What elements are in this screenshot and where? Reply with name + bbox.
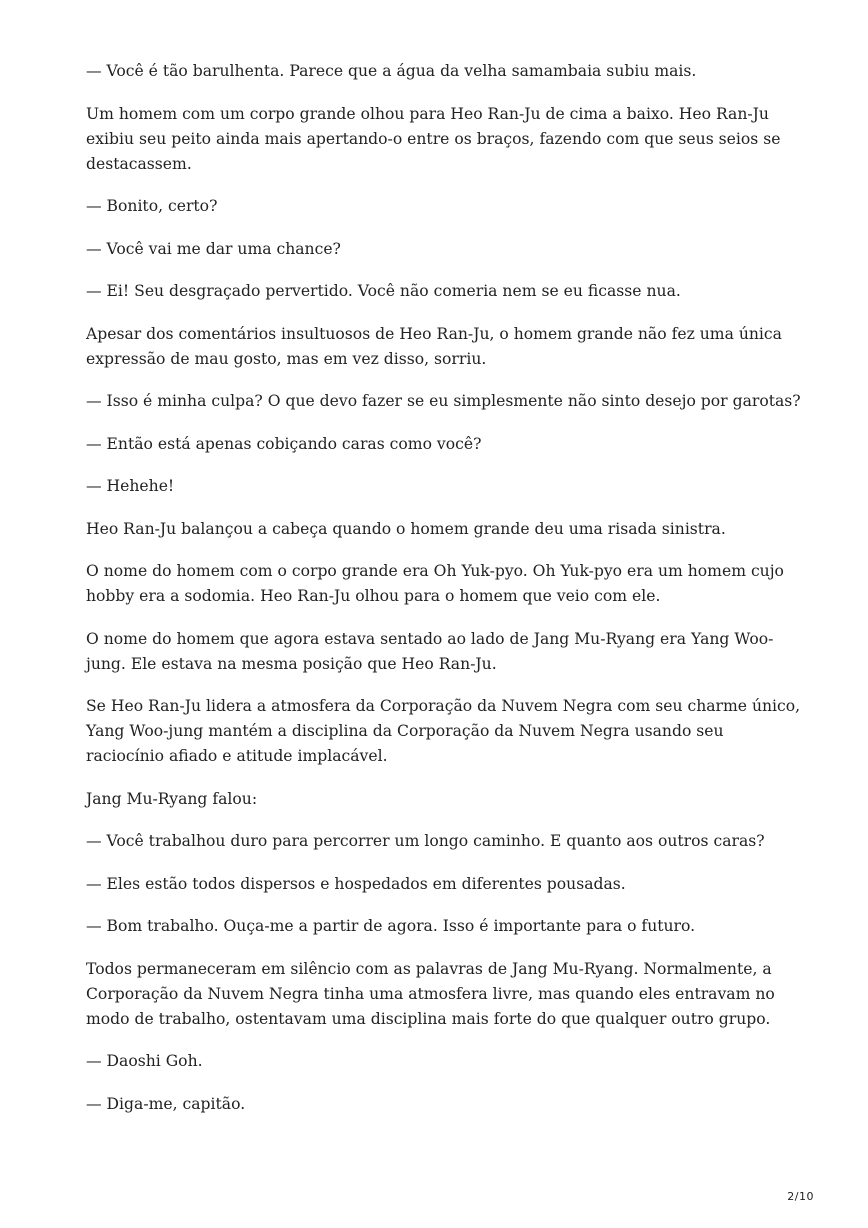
- paragraph: [86, 627, 786, 677]
- text-line: O nome do homem com o corpo grande era Oh Yuk-pyo. Oh Yuk-pyo era um homem cujo: [86, 562, 784, 580]
- text-line: — Hehehe!: [86, 477, 175, 495]
- text-line: Heo Ran-Ju balançou a cabeça quando o homem grande deu uma risada sinistra.: [86, 519, 726, 538]
- paragraph: [86, 1049, 786, 1074]
- text-line: raciocínio afiado e atitude implacável.: [86, 747, 388, 765]
- text-line: O nome do homem que agora estava sentado ao lado de Jang Mu-Ryang era Yang Woo-: [86, 629, 774, 648]
- text-line: Jang Mu-Ryang falou:: [86, 789, 258, 808]
- document-body: [86, 59, 801, 1134]
- text-line: — Bom trabalho. Ouça-me a partir de agora. Isso é importante para o futuro.: [86, 917, 696, 935]
- text-line: Yang Woo-jung mantém a disciplina da Corporação da Nuvem Negra usando seu: [86, 722, 724, 740]
- text-line: expressão de mau gosto, mas em vez disso, sorriu.: [86, 349, 487, 368]
- paragraph: [86, 279, 786, 304]
- paragraph: [86, 957, 786, 1032]
- paragraph: [86, 829, 786, 854]
- paragraph: [86, 432, 786, 457]
- text-line: Apesar dos comentários insultuosos de Heo Ran-Ju, o homem grande não fez uma única: [86, 324, 782, 343]
- page-number: 2/10: [787, 1190, 814, 1203]
- text-line: — Eles estão todos dispersos e hospedados em diferentes pousadas.: [86, 874, 626, 893]
- text-line: jung. Ele estava na mesma posição que Heo Ran-Ju.: [86, 654, 497, 673]
- paragraph: [86, 389, 801, 414]
- text-line: Corporação da Nuvem Negra tinha uma atmosfera livre, mas quando eles entravam no: [86, 984, 775, 1003]
- text-line: — Você vai me dar uma chance?: [86, 239, 341, 258]
- paragraph: [86, 1092, 786, 1117]
- paragraph: [86, 694, 801, 769]
- text-line: — Isso é minha culpa? O que devo fazer se eu simplesmente não sinto desejo por garotas?: [86, 392, 801, 410]
- paragraph: [86, 914, 786, 939]
- text-line: — Você trabalhou duro para percorrer um longo caminho. E quanto aos outros caras?: [86, 832, 765, 850]
- paragraph: [86, 474, 786, 499]
- text-line: Se Heo Ran-Ju lidera a atmosfera da Corporação da Nuvem Negra com seu charme único,: [86, 697, 801, 715]
- text-line: — Bonito, certo?: [86, 197, 218, 215]
- text-line: Um homem com um corpo grande olhou para Heo Ran-Ju de cima a baixo. Heo Ran-Ju: [86, 104, 769, 123]
- text-line: Todos permaneceram em silêncio com as palavras de Jang Mu-Ryang. Normalmente, a: [86, 959, 772, 978]
- paragraph: [86, 872, 786, 897]
- text-line: — Ei! Seu desgraçado pervertido. Você não comeria nem se eu ficasse nua.: [86, 282, 681, 300]
- text-line: exibiu seu peito ainda mais apertando-o entre os braços, fazendo com que seus seios se: [86, 129, 781, 148]
- text-line: modo de trabalho, ostentavam uma disciplina mais forte do que qualquer outro grupo.: [86, 1009, 771, 1028]
- text-line: — Diga-me, capitão.: [86, 1094, 246, 1113]
- paragraph: [86, 59, 786, 84]
- paragraph: [86, 322, 786, 372]
- text-line: hobby era a sodomia. Heo Ran-Ju olhou para o homem que veio com ele.: [86, 587, 661, 605]
- text-line: — Então está apenas cobiçando caras como você?: [86, 434, 482, 453]
- paragraph: [86, 517, 786, 542]
- paragraph: [86, 102, 786, 177]
- text-line: — Você é tão barulhenta. Parece que a água da velha samambaia subiu mais.: [86, 62, 697, 80]
- paragraph: [86, 787, 786, 812]
- paragraph: [86, 237, 786, 262]
- paragraph: [86, 194, 786, 219]
- text-line: destacassem.: [86, 154, 192, 173]
- paragraph: [86, 559, 786, 609]
- text-line: — Daoshi Goh.: [86, 1052, 203, 1070]
